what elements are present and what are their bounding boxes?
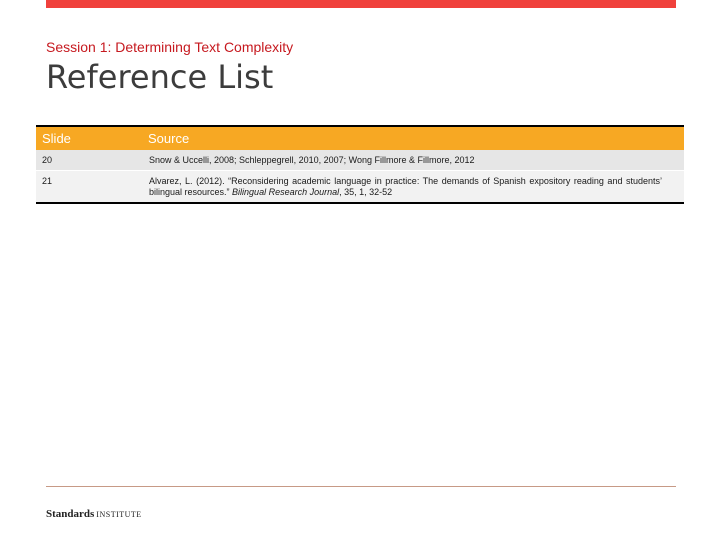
header-slide: Slide — [36, 126, 148, 150]
session-title: Session 1: Determining Text Complexity — [46, 39, 294, 55]
source-citation — [148, 150, 684, 171]
source-text: Snow & Uccelli, 2008; Schleppegrell, 2010, 2007; Wong Fillmore & Fillmore, 2012 — [149, 155, 475, 165]
logo-brand: Standards — [46, 508, 95, 520]
table-row — [36, 171, 684, 204]
source-details: , 35, 1, 32-52 — [339, 187, 393, 197]
source-text: Alvarez, L. (2012). “Reconsidering academic language in practice: The demands of Spanish expository reading and students’ bilingual resources.” — [149, 176, 662, 197]
journal-title: Bilingual Research Journal — [232, 187, 340, 197]
footer-divider — [46, 486, 676, 487]
slide-number: 21 — [36, 171, 148, 204]
top-accent-bar — [46, 0, 676, 8]
source-citation — [148, 171, 684, 204]
slide-number: 20 — [36, 150, 148, 171]
page-title: Reference List — [46, 58, 274, 96]
reference-table — [36, 125, 684, 204]
logo-suffix: INSTITUTE — [96, 510, 142, 519]
table-row — [36, 150, 684, 171]
table-header-row — [36, 126, 684, 150]
standards-institute-logo — [46, 504, 142, 522]
header-source: Source — [148, 126, 684, 150]
